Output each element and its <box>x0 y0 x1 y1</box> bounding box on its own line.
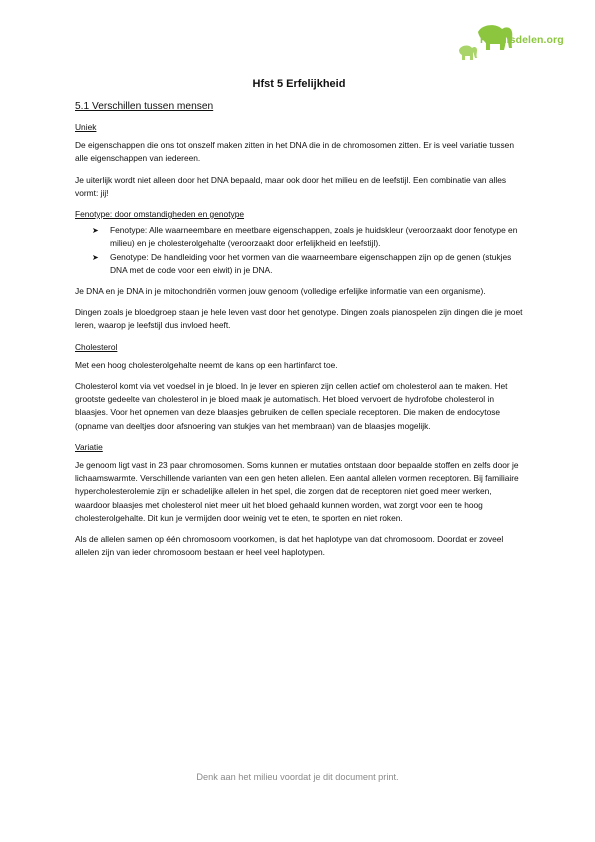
paragraph: Je genoom ligt vast in 23 paar chromosomen. Soms kunnen er mutaties ontstaan door bepaalde stoffen en zelfs door je lichaamswarmte. Verschillende varianten van een gen heten allelen. Een aantal allelen vormen receptoren. Bij familiaire hypercholesterolemie zijn er schadelijke allelen in het spel, die zorgen dat de receptoren niet goed meer werken, waardoor blaasjes met cholesterol niet meer uit het bloed gehaald kunnen worden, wat zorgt voor een te hoog cholesterolgehalte. Dit kun je vermijden door weinig vet te eten, te sporten en niet roken. <box>75 460 519 523</box>
arrow-bullet-icon: ➤ <box>92 252 99 262</box>
subheading-cholesterol: Cholesterol <box>75 341 118 352</box>
paragraph: De eigenschappen die ons tot onszelf maken zitten in het DNA die in de chromosomen zitten. Er is veel variatie tussen alle eigenschappen van iedereen. <box>75 140 514 164</box>
list-item <box>75 224 523 250</box>
paragraph: Je DNA en je DNA in je mitochondriën vormen jouw genoom (volledige erfelijke informatie van een organisme). <box>75 286 486 297</box>
paragraph: Cholesterol komt via vet voedsel in je bloed. In je lever en spieren zijn cellen actief om cholesterol aan te maken. Het grootste gedeelte van cholesterol in je bloed maak je automatisch. Het bloed vervoert de hydrofobe cholesterol in blaasjes. Voor het opnemen van deze blaasjes gebruiken de cellen speciale receptoren. Die maken de endocytose (opname van deeltjes door afsnoering van stukjes van het membraan) van de blaasjes mogelijk. <box>75 381 508 431</box>
list-item-text: Genotype: De handleiding voor het vormen van die waarneembare eigenschappen zijn op de genen (stukjes DNA met de code voor een eiwit) in je DNA. <box>110 251 512 275</box>
page-footer: Denk aan het milieu voordat je dit document print. <box>196 772 399 782</box>
paragraph: Als de allelen samen op één chromosoom voorkomen, is dat het haplotype van dat chromosoom. Doordat er zoveel allelen zijn van ieder chromosoom bestaan er heel veel haplotypen. <box>75 534 504 558</box>
site-logo <box>456 20 578 62</box>
document-body <box>75 77 523 567</box>
section-heading: 5.1 Verschillen tussen mensen <box>75 101 214 112</box>
arrow-bullet-icon: ➤ <box>92 226 99 236</box>
page-title: Hfst 5 Erfelijkheid <box>252 78 346 90</box>
paragraph: Je uiterlijk wordt niet alleen door het DNA bepaald, maar ook door het milieu en de leefstijl. Een combinatie van alles vormt: jij! <box>75 174 507 198</box>
list-item-text: Fenotype: Alle waarneembare en meetbare eigenschappen, zoals je huidskleur (veroorzaakt door fenotype en milieu) en je cholesterolgehalte (veroorzaakt door erfelijkheid en leefstijl). <box>110 225 518 249</box>
bullet-list <box>75 224 523 277</box>
subheading-fenotype: Fenotype: door omstandigheden en genotype <box>75 209 245 220</box>
paragraph: Met een hoog cholesterolgehalte neemt de kans op een hartinfarct toe. <box>75 359 338 370</box>
paragraph: Dingen zoals je bloedgroep staan je hele leven vast door het genotype. Dingen zoals pianospelen zijn dingen die je moet leren, waarop je leefstijl dus invloed heeft. <box>75 307 523 331</box>
list-item <box>75 251 523 277</box>
subheading-uniek: Uniek <box>75 122 97 132</box>
subheading-variatie: Variatie <box>75 441 103 452</box>
logo-text: Kennisdelen.org <box>480 34 564 46</box>
